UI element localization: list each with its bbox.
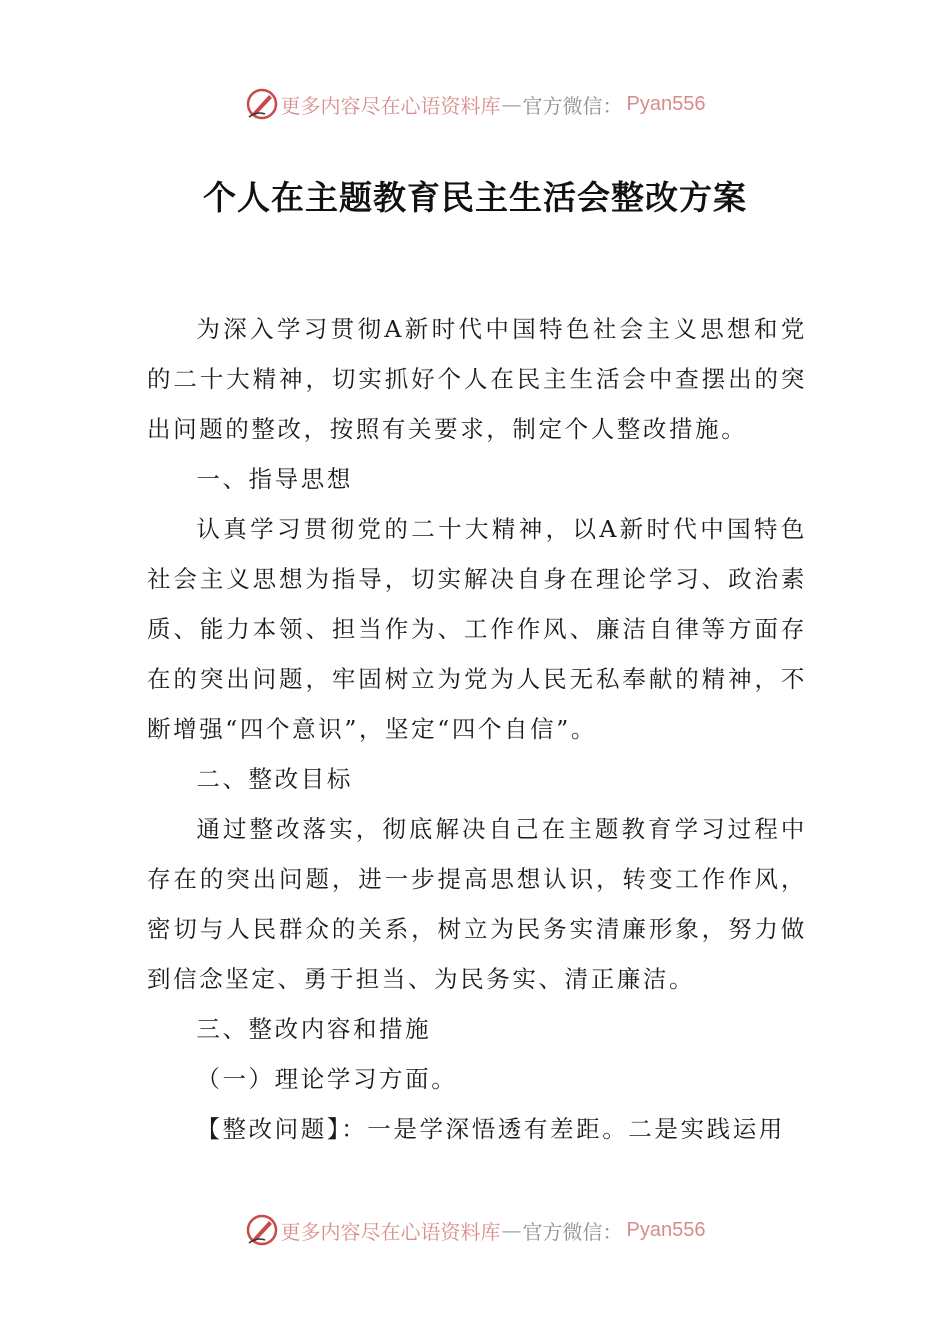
quill-logo-icon <box>245 87 279 121</box>
watermark-site-text: 更多内容尽在心语资料库 <box>280 1219 501 1244</box>
watermark-wechat-label: 官方微信： <box>522 1219 623 1244</box>
watermark-dash: — <box>501 92 522 116</box>
watermark-wechat-id: Pyan556 <box>626 1218 706 1241</box>
watermark-wechat-id: Pyan556 <box>626 92 706 115</box>
quill-logo-icon <box>245 1213 279 1247</box>
rectification-issues-paragraph: 【整改问题】：一是学深悟透有差距。二是实践运用 <box>196 1115 785 1143</box>
guiding-thought-paragraph: 认真学习贯彻党的二十大精神，以A新时代中国特色社会主义思想为指导，切实解决自身在理论学习、政治素质、能力本领、担当作为、工作作风、廉洁自律等方面存在的突出问题，牢固树立为党为人民无私奉献的精神，不断增强“四个意识”，坚定“四个自信”。 <box>147 515 807 743</box>
document-body <box>147 304 807 1154</box>
watermark-dash: — <box>501 1218 522 1242</box>
watermark-banner-bottom <box>0 1210 950 1250</box>
subsection-heading-theory: （一）理论学习方面。 <box>196 1065 458 1093</box>
section-heading-goals: 二、整改目标 <box>196 765 353 793</box>
section-heading-guiding-thought: 一、指导思想 <box>196 465 353 493</box>
document-title: 个人在主题教育民主生活会整改方案 <box>203 178 747 217</box>
goals-paragraph: 通过整改落实，彻底解决自己在主题教育学习过程中存在的突出问题，进一步提高思想认识，转变工作作风，密切与人民群众的关系，树立为民务实清廉形象，努力做到信念坚定、勇于担当、为民务实、清正廉洁。 <box>147 815 807 993</box>
watermark-wechat-label: 官方微信： <box>522 93 623 118</box>
watermark-banner-top <box>0 84 950 124</box>
section-heading-measures: 三、整改内容和措施 <box>196 1015 432 1043</box>
intro-paragraph: 为深入学习贯彻A新时代中国特色社会主义思想和党的二十大精神，切实抓好个人在民主生活会中查摆出的突出问题的整改，按照有关要求，制定个人整改措施。 <box>147 315 807 443</box>
watermark-site-text: 更多内容尽在心语资料库 <box>280 93 501 118</box>
